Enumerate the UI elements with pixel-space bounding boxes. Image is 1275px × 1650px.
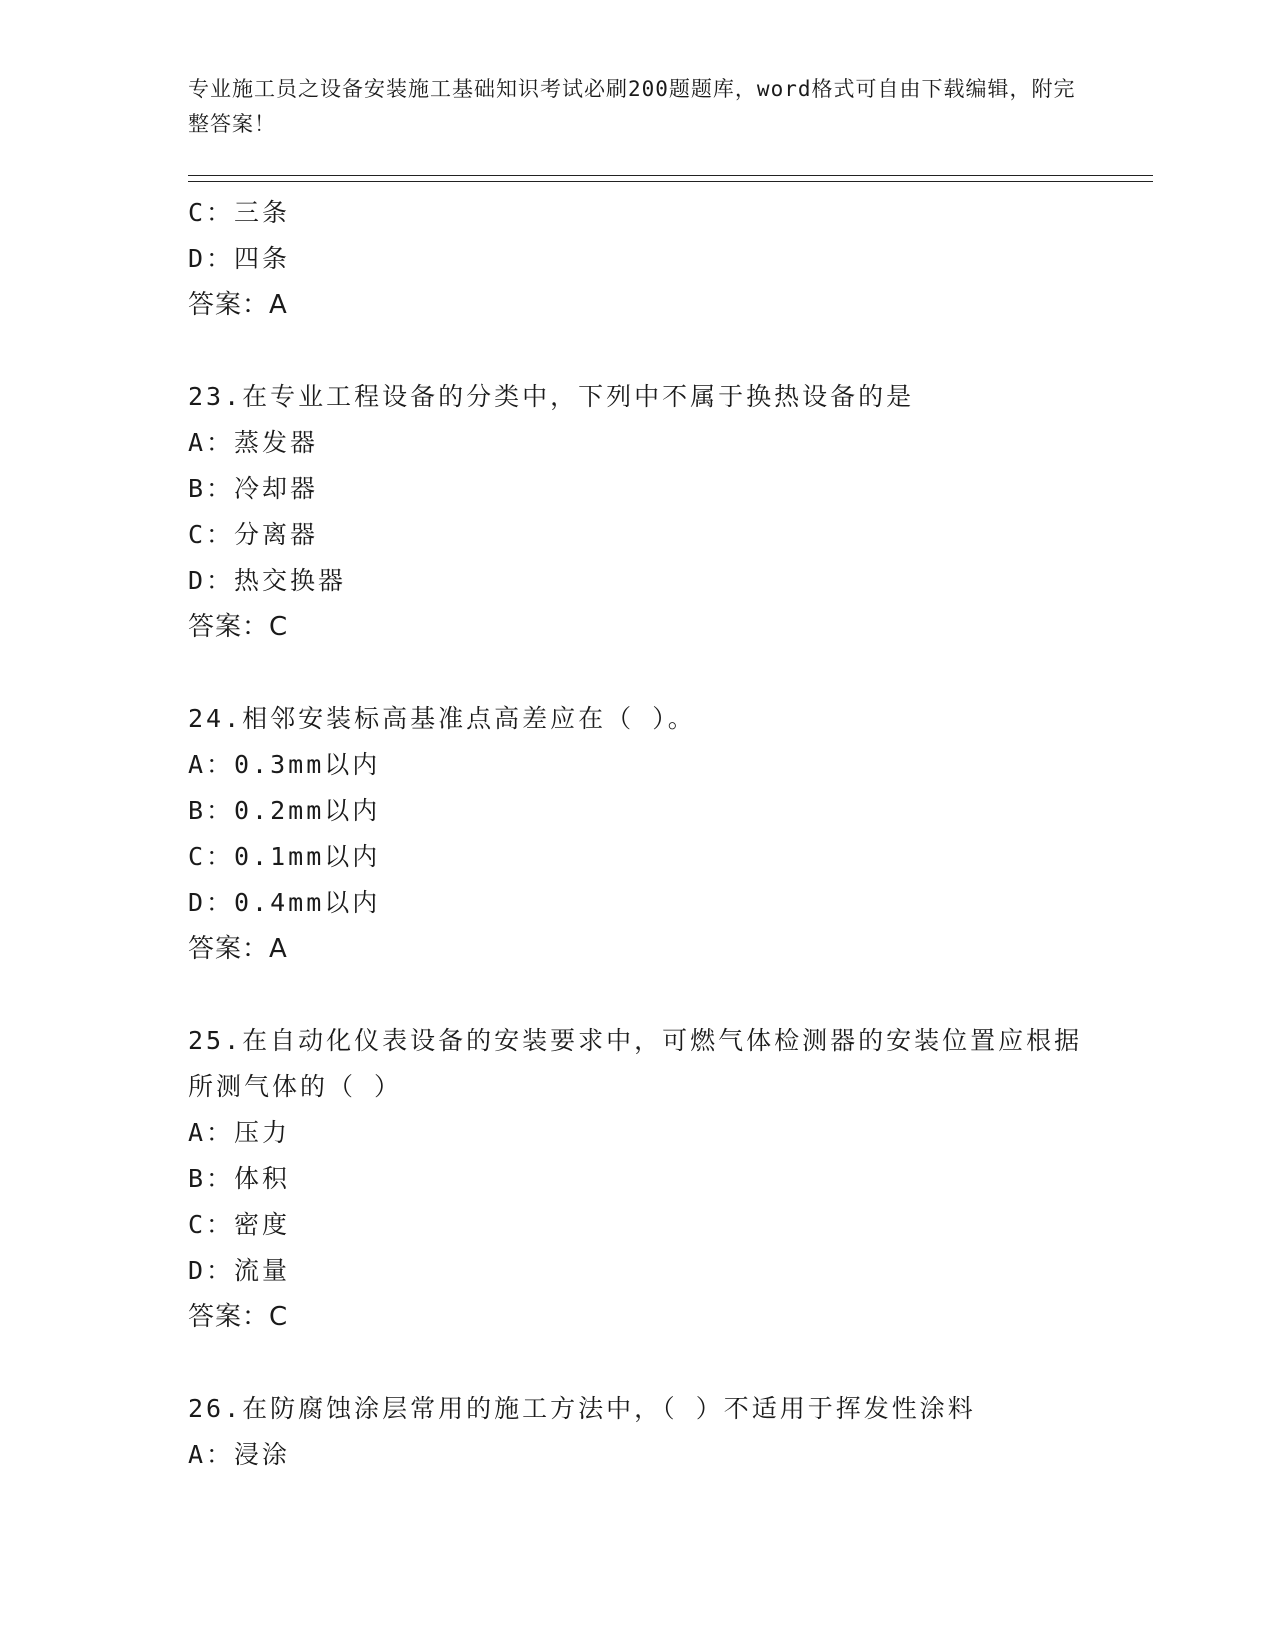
- answer-option: [188, 236, 1148, 282]
- option-text: 四条: [234, 244, 291, 273]
- option-text: 0.3mm以内: [234, 750, 381, 779]
- question-text: 26.在防腐蚀涂层常用的施工方法中，（ ）不适用于挥发性涂料: [188, 1394, 976, 1423]
- option-label: A：: [188, 1440, 235, 1469]
- answer-option: [188, 558, 1148, 604]
- option-label: B：: [188, 796, 235, 825]
- option-label: B：: [188, 474, 235, 503]
- question-text: 23.在专业工程设备的分类中，下列中不属于换热设备的是: [188, 382, 915, 411]
- option-text: 0.4mm以内: [234, 888, 381, 917]
- question-text: 24.相邻安装标高基准点高差应在（ ）。: [188, 704, 696, 733]
- option-label: C：: [188, 520, 235, 549]
- document-header: 专业施工员之设备安装施工基础知识考试必刷200题题库，word格式可自由下载编辑，附完整答案！: [188, 77, 1076, 136]
- answer-key: 答案：A: [188, 934, 288, 964]
- option-text: 流量: [234, 1256, 291, 1285]
- block-spacer: [188, 328, 1148, 374]
- question-block: [188, 1386, 1148, 1478]
- option-label: A：: [188, 1118, 235, 1147]
- question-block: [188, 1018, 1148, 1340]
- header-divider: [188, 175, 1153, 176]
- option-label: D：: [188, 888, 235, 917]
- answer-option: [188, 420, 1148, 466]
- option-text: 0.2mm以内: [234, 796, 381, 825]
- option-text: 分离器: [234, 520, 319, 549]
- answer-option: [188, 788, 1148, 834]
- option-text: 浸涂: [234, 1440, 291, 1469]
- answer-option: [188, 1110, 1148, 1156]
- block-spacer: [188, 972, 1148, 1018]
- option-label: A：: [188, 750, 235, 779]
- answer-key: 答案：C: [188, 612, 289, 642]
- answer-key: 答案：C: [188, 1302, 289, 1332]
- question-block: [188, 374, 1148, 650]
- answer-option: [188, 834, 1148, 880]
- option-label: B：: [188, 1164, 235, 1193]
- answer-key: 答案：A: [188, 290, 288, 320]
- answer-option: [188, 1432, 1148, 1478]
- answer-option: [188, 1202, 1148, 1248]
- option-text: 蒸发器: [234, 428, 319, 457]
- block-spacer: [188, 1340, 1148, 1386]
- option-text: 0.1mm以内: [234, 842, 381, 871]
- block-spacer: [188, 650, 1148, 696]
- option-label: C：: [188, 842, 235, 871]
- option-label: D：: [188, 244, 235, 273]
- option-text: 三条: [234, 198, 291, 227]
- option-label: C：: [188, 1210, 235, 1239]
- option-text: 压力: [234, 1118, 291, 1147]
- header-divider-second: [188, 181, 1153, 182]
- option-text: 体积: [234, 1164, 291, 1193]
- question-text: 25.在自动化仪表设备的安装要求中，可燃气体检测器的安装位置应根据所测气体的（ ）: [188, 1026, 1083, 1101]
- answer-option: [188, 880, 1148, 926]
- question-list: [188, 190, 1148, 1478]
- option-text: 热交换器: [234, 566, 347, 595]
- option-label: D：: [188, 566, 235, 595]
- answer-option: [188, 1248, 1148, 1294]
- option-text: 冷却器: [234, 474, 319, 503]
- answer-option: [188, 190, 1148, 236]
- option-label: C：: [188, 198, 235, 227]
- answer-option: [188, 1156, 1148, 1202]
- option-text: 密度: [234, 1210, 291, 1239]
- answer-option: [188, 512, 1148, 558]
- answer-option: [188, 466, 1148, 512]
- option-label: D：: [188, 1256, 235, 1285]
- answer-option: [188, 742, 1148, 788]
- question-block: [188, 696, 1148, 972]
- option-label: A：: [188, 428, 235, 457]
- question-block: [188, 190, 1148, 328]
